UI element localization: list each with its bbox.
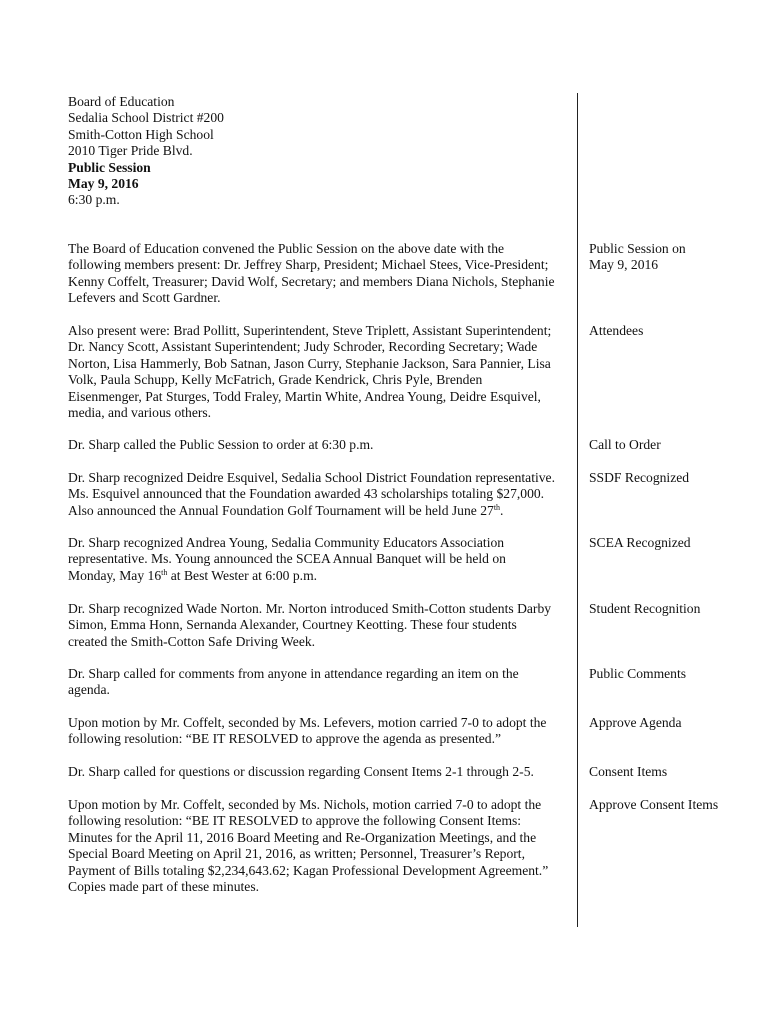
side-line: SCEA Recognized (589, 535, 691, 550)
text-fragment: . (500, 502, 504, 518)
side-line: Public Session on (589, 241, 686, 256)
section-text (68, 601, 568, 650)
side-heading (589, 323, 769, 339)
side-line: Call to Order (589, 437, 661, 452)
text-line: representative. Ms. Young announced the SCEA Annual Banquet will be held on (68, 551, 506, 567)
text-line: Dr. Sharp called for comments from anyone in attendance regarding an item on the (68, 666, 519, 681)
text-line: Dr. Sharp called for questions or discussion regarding Consent Items 2-1 through 2-5. (68, 764, 534, 779)
side-line: May 9, 2016 (589, 257, 659, 273)
text-line: agenda. (68, 682, 110, 698)
text-line: following resolution: “BE IT RESOLVED to approve the agenda as presented.” (68, 731, 502, 747)
side-heading (589, 437, 769, 453)
text-fragment: at Best Wester at 6:00 p.m. (167, 567, 318, 583)
ordinal-suffix: th (161, 567, 168, 577)
district-name: Sedalia School District #200 (68, 110, 224, 126)
side-heading (589, 535, 769, 551)
text-line: Kenny Coffelt, Treasurer; David Wolf, Secretary; and members Diana Nichols, Stephanie (68, 273, 555, 289)
session-title: Public Session (68, 159, 151, 175)
side-heading (589, 601, 769, 617)
ordinal-suffix: th (493, 502, 501, 512)
text-line: media, and various others. (68, 405, 212, 421)
section-text (68, 764, 568, 780)
side-heading (589, 241, 769, 274)
side-line: Approve Agenda (589, 715, 682, 730)
text-fragment: Monday, May 16 (68, 567, 162, 583)
side-heading (589, 715, 769, 731)
side-heading (589, 764, 769, 780)
section-text (68, 323, 568, 421)
side-line: Attendees (589, 323, 644, 338)
org-name: Board of Education (68, 94, 175, 109)
text-fragment: Also announced the Annual Foundation Golf Tournament will be held June 27 (68, 502, 494, 518)
text-line: Dr. Sharp recognized Deidre Esquivel, Sedalia School District Foundation representative. (68, 470, 555, 485)
text-line: Norton, Lisa Hammerly, Bob Satnan, Jason Curry, Stephanie Jackson, Sara Pannier, Lisa (68, 355, 551, 371)
text-line: Copies made part of these minutes. (68, 879, 260, 895)
text-line: Upon motion by Mr. Coffelt, seconded by Ms. Lefevers, motion carried 7-0 to adopt the (68, 715, 547, 730)
side-heading (589, 666, 769, 682)
text-line: following members present: Dr. Jeffrey Sharp, President; Michael Stees, Vice-President; (68, 257, 549, 273)
section-text (68, 241, 568, 307)
text-line: Dr. Nancy Scott, Assistant Superintendent; Judy Schroder, Recording Secretary; Wade (68, 339, 538, 355)
section-text (68, 797, 568, 895)
text-line: Volk, Paula Schupp, Kelly McFatrich, Grade Kendrick, Chris Pyle, Brenden (68, 372, 483, 388)
session-date: May 9, 2016 (68, 176, 139, 192)
section-text (68, 535, 568, 584)
side-heading (589, 797, 769, 813)
text-line (68, 503, 568, 519)
section-text (68, 437, 568, 453)
side-line: Consent Items (589, 764, 668, 779)
text-line: Dr. Sharp called the Public Session to order at 6:30 p.m. (68, 437, 374, 452)
text-line: Minutes for the April 11, 2016 Board Meeting and Re-Organization Meetings, and the (68, 829, 537, 845)
text-line: Special Board Meeting on April 21, 2016, as written; Personnel, Treasurer’s Report, (68, 846, 525, 862)
side-heading (589, 470, 769, 486)
side-line: Public Comments (589, 666, 687, 681)
text-line: Upon motion by Mr. Coffelt, seconded by Ms. Nichols, motion carried 7-0 to adopt the (68, 797, 542, 812)
side-line: Approve Consent Items (589, 797, 719, 812)
text-line: Ms. Esquivel announced that the Foundation awarded 43 scholarships totaling $27,000. (68, 486, 545, 502)
text-line: Eisenmenger, Pat Sturges, Todd Fraley, Martin White, Andrea Young, Deidre Esquivel, (68, 388, 541, 404)
section-text (68, 715, 568, 748)
text-line: Payment of Bills totaling $2,234,643.62; Kagan Professional Development Agreement.” (68, 862, 549, 878)
document-header (68, 94, 568, 209)
text-line: Dr. Sharp recognized Andrea Young, Sedalia Community Educators Association (68, 535, 505, 550)
session-time: 6:30 p.m. (68, 192, 120, 208)
school-name: Smith-Cotton High School (68, 126, 214, 142)
text-line (68, 568, 568, 584)
text-line: created the Smith-Cotton Safe Driving Week. (68, 633, 316, 649)
side-line: Student Recognition (589, 601, 701, 616)
school-address: 2010 Tiger Pride Blvd. (68, 143, 193, 159)
text-line: Simon, Emma Honn, Sernanda Alexander, Courtney Keotting. These four students (68, 617, 517, 633)
side-line: SSDF Recognized (589, 470, 690, 485)
text-line: following resolution: “BE IT RESOLVED to approve the following Consent Items: (68, 813, 522, 829)
text-line: The Board of Education convened the Public Session on the above date with the (68, 241, 505, 256)
text-line: Dr. Sharp recognized Wade Norton. Mr. Norton introduced Smith-Cotton students Darby (68, 601, 552, 616)
text-line: Also present were: Brad Pollitt, Superintendent, Steve Triplett, Assistant Superintendent; (68, 323, 552, 338)
section-text (68, 666, 568, 699)
text-line: Lefevers and Scott Gardner. (68, 290, 221, 306)
column-divider (577, 93, 578, 927)
section-text (68, 470, 568, 519)
